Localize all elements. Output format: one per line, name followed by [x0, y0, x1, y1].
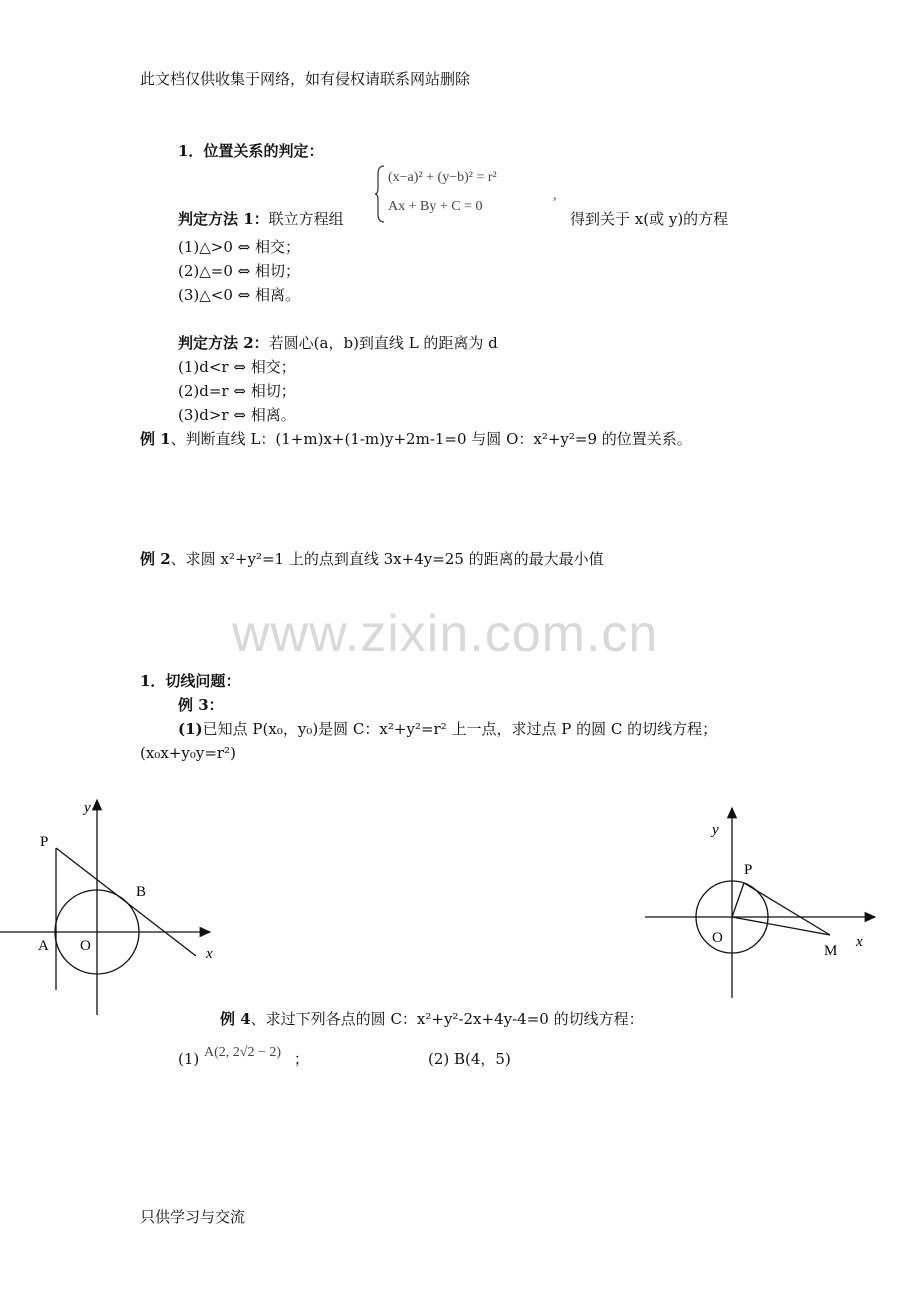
origin-label: O [712, 930, 723, 946]
y-label: y [712, 822, 719, 838]
example4-part1-separator: ； [293, 1050, 309, 1068]
equation-circle: (x−a)² + (y−b)² = r² [388, 170, 497, 185]
section-title-tangent: 1．切线问题： [140, 672, 241, 690]
example3-question [178, 718, 717, 739]
page-header: 此文档仅供收集于网络，如有侵权请联系网站删除 [140, 70, 471, 88]
point-a-label: A [38, 938, 49, 954]
example3-label: 例 3： [178, 696, 224, 714]
example4-part1-number: (1) [178, 1050, 200, 1068]
point-p-label: P [40, 834, 49, 850]
method1-line [178, 208, 344, 229]
method2-item-2: (2)d=r ⇔ 相切； [178, 382, 296, 400]
y-label: y [84, 800, 91, 816]
tangent-line-pb [56, 848, 196, 956]
example1 [140, 428, 692, 449]
method1-item-3: (3)△<0 ⇔ 相离。 [178, 286, 300, 304]
method2-item-3: (3)d>r ⇔ 相离。 [178, 406, 296, 424]
section-title-position: 1．位置关系的判定： [178, 142, 324, 160]
method1-item-2: (2)△=0 ⇔ 相切； [178, 262, 300, 280]
method2-text: 若圆心(a，b)到直线 L 的距离为 d [268, 334, 498, 352]
equation-line: Ax + By + C = 0 [388, 199, 483, 214]
radius-op [732, 883, 744, 917]
method1-tail: 得到关于 x(或 y)的方程 [570, 210, 729, 228]
example4-text: 、求过下列各点的圆 C：x²+y²-2x+4y-4=0 的切线方程： [250, 1010, 644, 1028]
x-label: x [856, 934, 863, 950]
example2-label: 例 2 [140, 550, 171, 568]
point-m-label: M [824, 943, 838, 959]
example3-answer: (x₀x+y₀y=r²) [140, 744, 236, 762]
example2 [140, 548, 604, 569]
page-footer: 只供学习与交流 [140, 1208, 246, 1226]
example4-part2: (2) B(4，5) [428, 1050, 511, 1068]
method1-text: 联立方程组 [268, 210, 344, 228]
origin-label: O [80, 938, 91, 954]
point-p-label: P [744, 862, 753, 878]
method1-item-1: (1)△>0 ⇔ 相交； [178, 238, 300, 256]
method2-item-1: (1)d<r ⇔ 相交； [178, 358, 296, 376]
equation-comma: , [553, 188, 557, 203]
example4-label: 例 4 [220, 1010, 251, 1028]
example3-number: (1) [178, 720, 203, 738]
example4-part1-point: A(2, 2√2 − 2) [204, 1045, 282, 1060]
equation-brace [374, 164, 386, 224]
example1-label: 例 1 [140, 430, 171, 448]
example4 [220, 1008, 644, 1029]
example3-text: 已知点 P(x₀，y₀)是圆 C：x²+y²=r² 上一点，求过点 P 的圆 C 的切线方程； [202, 720, 718, 738]
example2-text: 、求圆 x²+y²=1 上的点到直线 3x+4y=25 的距离的最大最小值 [170, 550, 604, 568]
method2-label: 判定方法 2： [178, 334, 269, 352]
method2-line [178, 332, 498, 353]
figure-left [0, 790, 240, 1030]
method1-label: 判定方法 1： [178, 210, 269, 228]
x-label: x [206, 946, 213, 962]
point-b-label: B [136, 884, 147, 900]
example1-text: 、判断直线 L：(1+m)x+(1-m)y+2m-1=0 与圆 O：x²+y²=9 的位置关系。 [170, 430, 692, 448]
watermark: www.zixin.com.cn [232, 605, 659, 663]
example4-part1 [178, 1045, 309, 1069]
figure-right [640, 800, 880, 1010]
